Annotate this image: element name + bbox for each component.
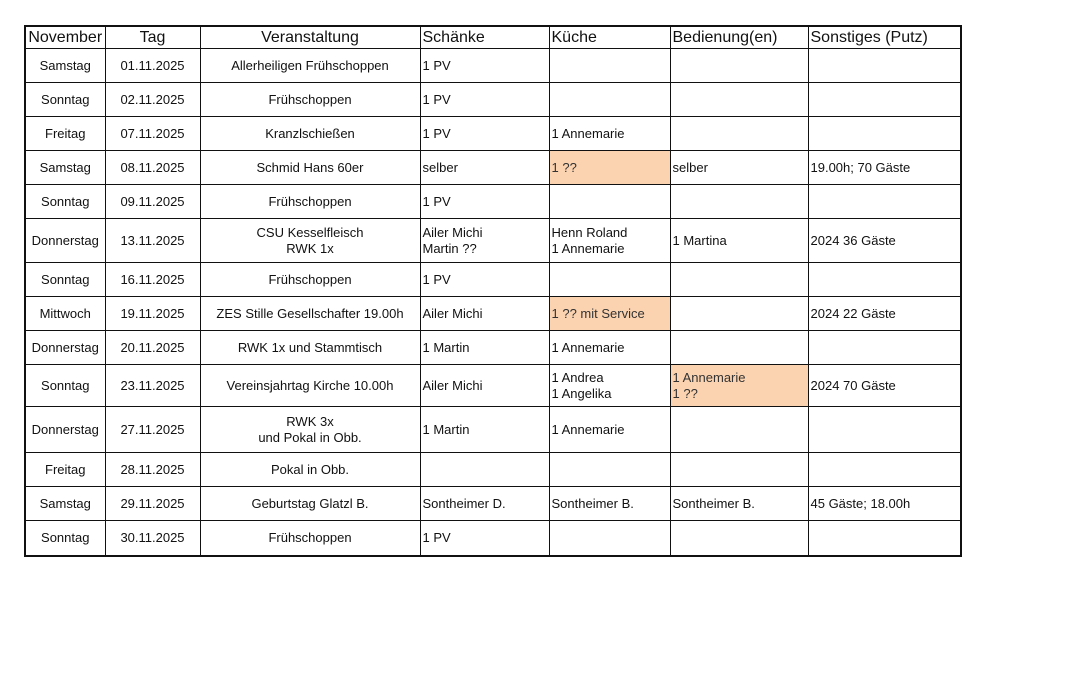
bar-cell xyxy=(420,83,549,117)
weekday-cell: Donnerstag xyxy=(25,331,105,365)
event-cell-line: und Pokal in Obb. xyxy=(258,429,362,445)
service-cell xyxy=(670,407,808,453)
table-row xyxy=(25,365,961,407)
service-cell-line: 1 ?? xyxy=(672,385,698,401)
schedule-body xyxy=(25,49,961,556)
bar-cell xyxy=(420,365,549,407)
bar-cell-line: 1 PV xyxy=(422,193,451,209)
misc-cell-line: 2024 22 Gäste xyxy=(810,305,896,321)
event-cell xyxy=(200,297,420,331)
date-cell: 01.11.2025 xyxy=(105,49,200,83)
misc-cell xyxy=(808,407,961,453)
misc-cell xyxy=(808,331,961,365)
bar-cell xyxy=(420,407,549,453)
bar-cell xyxy=(420,117,549,151)
event-cell-line: Vereinsjahrtag Kirche 10.00h xyxy=(226,377,394,393)
misc-cell xyxy=(808,49,961,83)
table-row xyxy=(25,83,961,117)
date-cell: 02.11.2025 xyxy=(105,83,200,117)
kitchen-cell-line: 1 Annemarie xyxy=(551,421,625,437)
bar-cell xyxy=(420,521,549,556)
event-cell-line: RWK 1x xyxy=(286,240,334,256)
event-cell xyxy=(200,117,420,151)
event-cell-line: Frühschoppen xyxy=(268,271,352,287)
page-title-fragment xyxy=(500,0,580,4)
bar-cell xyxy=(420,49,549,83)
kitchen-cell xyxy=(549,331,670,365)
header-row xyxy=(25,26,961,49)
bar-cell xyxy=(420,331,549,365)
kitchen-cell xyxy=(549,453,670,487)
table-row xyxy=(25,219,961,263)
service-cell xyxy=(670,263,808,297)
kitchen-cell xyxy=(549,151,670,185)
service-cell xyxy=(670,151,808,185)
event-cell-line: CSU Kesselfleisch xyxy=(256,224,364,240)
bar-cell-line: Martin ?? xyxy=(422,240,477,256)
service-cell xyxy=(670,297,808,331)
event-cell-line: Allerheiligen Frühschoppen xyxy=(231,57,389,73)
date-cell: 16.11.2025 xyxy=(105,263,200,297)
weekday-cell: Samstag xyxy=(25,49,105,83)
kitchen-cell xyxy=(549,407,670,453)
misc-cell xyxy=(808,365,961,407)
kitchen-cell xyxy=(549,219,670,263)
misc-cell xyxy=(808,185,961,219)
schedule-table xyxy=(24,25,962,557)
header-service: Bedienung(en) xyxy=(670,26,808,49)
misc-cell xyxy=(808,117,961,151)
weekday-cell: Samstag xyxy=(25,151,105,185)
kitchen-cell-line: 1 Andrea xyxy=(551,369,604,385)
event-cell xyxy=(200,83,420,117)
weekday-cell: Freitag xyxy=(25,117,105,151)
bar-cell-line: 1 PV xyxy=(422,271,451,287)
table-row xyxy=(25,453,961,487)
misc-cell xyxy=(808,83,961,117)
misc-cell-line: 2024 36 Gäste xyxy=(810,232,896,248)
weekday-cell: Sonntag xyxy=(25,185,105,219)
event-cell xyxy=(200,331,420,365)
bar-cell-line: Ailer Michi xyxy=(422,305,483,321)
bar-cell-line: 1 PV xyxy=(422,529,451,545)
event-cell-line: Frühschoppen xyxy=(268,193,352,209)
header-bar: Schänke xyxy=(420,26,549,49)
date-cell: 20.11.2025 xyxy=(105,331,200,365)
service-cell xyxy=(670,487,808,521)
table-row xyxy=(25,263,961,297)
date-cell: 13.11.2025 xyxy=(105,219,200,263)
bar-cell-line: 1 PV xyxy=(422,91,451,107)
event-cell xyxy=(200,49,420,83)
bar-cell-line: 1 PV xyxy=(422,125,451,141)
kitchen-cell xyxy=(549,83,670,117)
header-month: November xyxy=(25,26,105,49)
weekday-cell: Freitag xyxy=(25,453,105,487)
table-row xyxy=(25,49,961,83)
weekday-cell: Sonntag xyxy=(25,83,105,117)
service-cell-line: Sontheimer B. xyxy=(672,495,755,511)
date-cell: 09.11.2025 xyxy=(105,185,200,219)
service-cell xyxy=(670,83,808,117)
header-kitchen: Küche xyxy=(549,26,670,49)
service-cell xyxy=(670,521,808,556)
bar-cell-line: 1 PV xyxy=(422,57,451,73)
weekday-cell: Sonntag xyxy=(25,521,105,556)
service-cell-line: selber xyxy=(672,159,708,175)
kitchen-cell xyxy=(549,263,670,297)
date-cell: 29.11.2025 xyxy=(105,487,200,521)
bar-cell-line: selber xyxy=(422,159,458,175)
misc-cell xyxy=(808,297,961,331)
event-cell-line: RWK 1x und Stammtisch xyxy=(237,339,383,355)
header-misc: Sonstiges (Putz) xyxy=(808,26,961,49)
table-row xyxy=(25,185,961,219)
table-row xyxy=(25,151,961,185)
table-row xyxy=(25,331,961,365)
weekday-cell: Mittwoch xyxy=(25,297,105,331)
service-cell-line: 1 Martina xyxy=(672,232,727,248)
service-cell xyxy=(670,117,808,151)
weekday-cell: Donnerstag xyxy=(25,219,105,263)
date-cell: 07.11.2025 xyxy=(105,117,200,151)
kitchen-cell xyxy=(549,185,670,219)
kitchen-cell-line: Sontheimer B. xyxy=(551,495,634,511)
event-cell-line: Frühschoppen xyxy=(268,91,352,107)
bar-cell xyxy=(420,263,549,297)
date-cell: 28.11.2025 xyxy=(105,453,200,487)
date-cell: 23.11.2025 xyxy=(105,365,200,407)
service-cell xyxy=(670,219,808,263)
bar-cell-line: Ailer Michi xyxy=(422,224,483,240)
weekday-cell: Sonntag xyxy=(25,365,105,407)
event-cell xyxy=(200,487,420,521)
misc-cell-line: 19.00h; 70 Gäste xyxy=(810,159,911,175)
date-cell: 27.11.2025 xyxy=(105,407,200,453)
bar-cell xyxy=(420,151,549,185)
event-cell-line: Kranzlschießen xyxy=(265,125,355,141)
event-cell xyxy=(200,453,420,487)
weekday-cell: Sonntag xyxy=(25,263,105,297)
kitchen-cell-line: 1 ?? mit Service xyxy=(551,305,645,321)
kitchen-cell-line: 1 ?? xyxy=(551,159,577,175)
event-cell xyxy=(200,407,420,453)
kitchen-cell xyxy=(549,117,670,151)
kitchen-cell xyxy=(549,49,670,83)
bar-cell-line: Sontheimer D. xyxy=(422,495,506,511)
weekday-cell: Donnerstag xyxy=(25,407,105,453)
bar-cell-line: Ailer Michi xyxy=(422,377,483,393)
bar-cell xyxy=(420,453,549,487)
bar-cell xyxy=(420,487,549,521)
kitchen-cell xyxy=(549,487,670,521)
misc-cell xyxy=(808,263,961,297)
table-row xyxy=(25,521,961,556)
misc-cell xyxy=(808,521,961,556)
event-cell xyxy=(200,263,420,297)
date-cell: 08.11.2025 xyxy=(105,151,200,185)
misc-cell xyxy=(808,219,961,263)
event-cell xyxy=(200,365,420,407)
event-cell-line: Schmid Hans 60er xyxy=(256,159,364,175)
bar-cell xyxy=(420,297,549,331)
kitchen-cell xyxy=(549,365,670,407)
event-cell-line: Frühschoppen xyxy=(268,529,352,545)
event-cell xyxy=(200,185,420,219)
misc-cell-line: 2024 70 Gäste xyxy=(810,377,896,393)
kitchen-cell-line: 1 Annemarie xyxy=(551,125,625,141)
bar-cell xyxy=(420,219,549,263)
bar-cell-line: 1 Martin xyxy=(422,339,470,355)
event-cell-line: Geburtstag Glatzl B. xyxy=(251,495,369,511)
kitchen-cell xyxy=(549,297,670,331)
misc-cell xyxy=(808,487,961,521)
header-event: Veranstaltung xyxy=(200,26,420,49)
table-row xyxy=(25,487,961,521)
event-cell-line: Pokal in Obb. xyxy=(270,461,350,477)
bar-cell-line: 1 Martin xyxy=(422,421,470,437)
kitchen-cell xyxy=(549,521,670,556)
header-day: Tag xyxy=(105,26,200,49)
service-cell-line: 1 Annemarie xyxy=(672,369,746,385)
date-cell: 19.11.2025 xyxy=(105,297,200,331)
service-cell xyxy=(670,185,808,219)
event-cell xyxy=(200,151,420,185)
service-cell xyxy=(670,49,808,83)
event-cell-line: RWK 3x xyxy=(286,413,334,429)
event-cell xyxy=(200,521,420,556)
kitchen-cell-line: 1 Annemarie xyxy=(551,339,625,355)
service-cell xyxy=(670,453,808,487)
table-row xyxy=(25,297,961,331)
table-row xyxy=(25,117,961,151)
service-cell xyxy=(670,365,808,407)
weekday-cell: Samstag xyxy=(25,487,105,521)
event-cell-line: ZES Stille Gesellschafter 19.00h xyxy=(216,305,404,321)
kitchen-cell-line: Henn Roland xyxy=(551,224,628,240)
bar-cell xyxy=(420,185,549,219)
service-cell xyxy=(670,331,808,365)
event-cell xyxy=(200,219,420,263)
kitchen-cell-line: 1 Annemarie xyxy=(551,240,625,256)
kitchen-cell-line: 1 Angelika xyxy=(551,385,612,401)
misc-cell-line: 45 Gäste; 18.00h xyxy=(810,495,911,511)
misc-cell xyxy=(808,453,961,487)
table-row xyxy=(25,407,961,453)
misc-cell xyxy=(808,151,961,185)
date-cell: 30.11.2025 xyxy=(105,521,200,556)
